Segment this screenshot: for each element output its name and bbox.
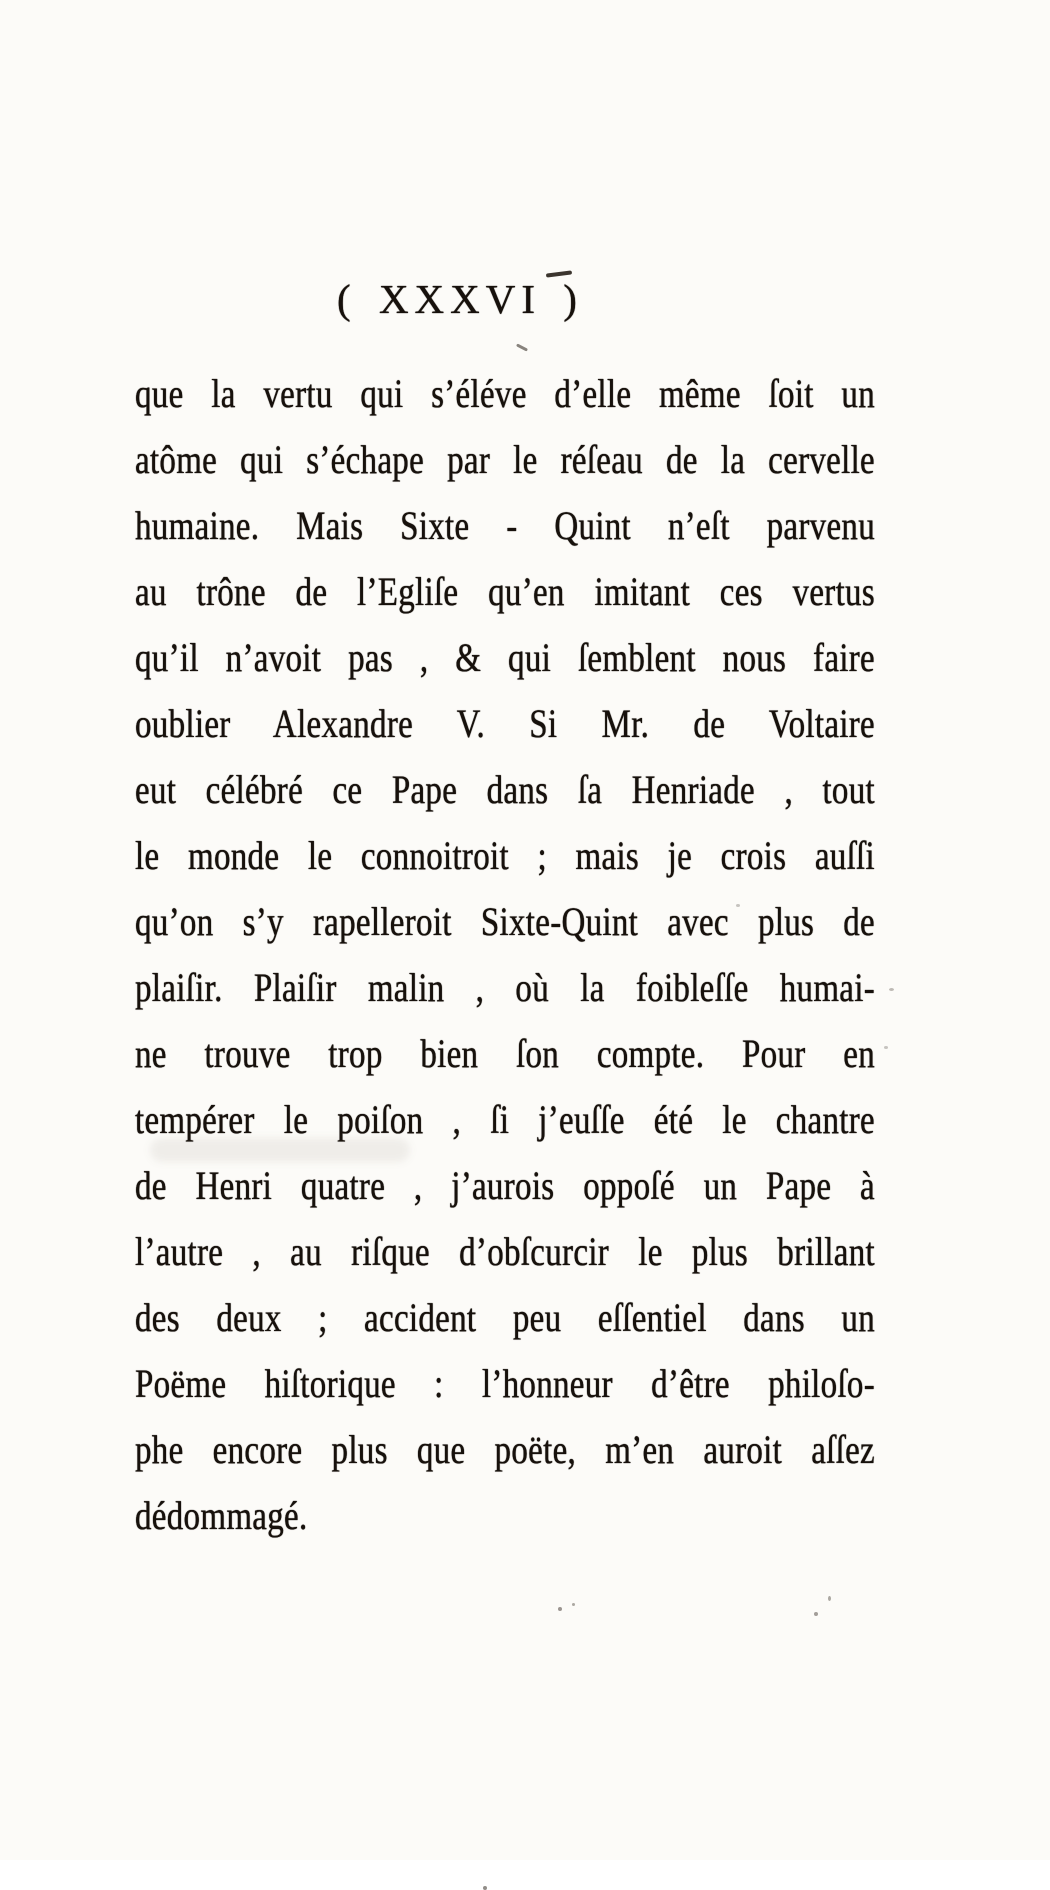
text-line: eut célébré ce Pape dans ſa Henriade , tout	[135, 769, 875, 813]
ink-speck	[814, 1612, 818, 1616]
body-text	[135, 362, 875, 1550]
page-number-header	[90, 268, 830, 330]
text-line: dédommagé.	[135, 1495, 308, 1539]
text-line: Poëme hiſtorique : l’honneur d’être philoſo-	[135, 1363, 875, 1407]
text-line: atôme qui s’échape par le réſeau de la cervelle	[135, 439, 875, 483]
text-line: oublier Alexandre V. Si Mr. de Voltaire	[135, 703, 875, 747]
ghost-smudge	[150, 1138, 410, 1162]
ink-speck	[889, 988, 894, 991]
text-line: tempérer le poiſon , ſi j’euſſe été le chantre	[135, 1099, 875, 1143]
ink-speck	[483, 1886, 487, 1890]
page-number: ( XXXVI )	[337, 276, 583, 322]
text-line: ne trouve trop bien ſon compte. Pour en	[135, 1033, 875, 1077]
text-line: au trône de l’Egliſe qu’en imitant ces vertus	[135, 571, 875, 615]
text-line: phe encore plus que poëte, m’en auroit aſſez	[135, 1429, 875, 1473]
text-line: le monde le connoitroit ; mais je crois auſſi	[135, 835, 875, 879]
text-line: humaine. Mais Sixte - Quint n’eſt parvenu	[135, 505, 875, 549]
ink-speck	[558, 1607, 562, 1611]
text-line: plaiſir. Plaiſir malin , où la foibleſſe humai-	[135, 967, 875, 1011]
ink-artifact	[516, 343, 528, 351]
ink-speck	[884, 1046, 888, 1049]
text-line: des deux ; accident peu eſſentiel dans un	[135, 1297, 875, 1341]
text-line: de Henri quatre , j’aurois oppoſé un Pape à	[135, 1165, 875, 1209]
text-line: qu’on s’y rapelleroit Sixte-Quint avec plus de	[135, 901, 875, 945]
ink-speck	[572, 1603, 575, 1606]
ink-speck	[736, 904, 740, 907]
ink-speck	[828, 1596, 831, 1601]
text-line: qu’il n’avoit pas , & qui ſemblent nous faire	[135, 637, 875, 681]
text-line: que la vertu qui s’éléve d’elle même ſoit un	[135, 373, 875, 417]
text-line: l’autre , au riſque d’obſcurcir le plus brillant	[135, 1231, 875, 1275]
